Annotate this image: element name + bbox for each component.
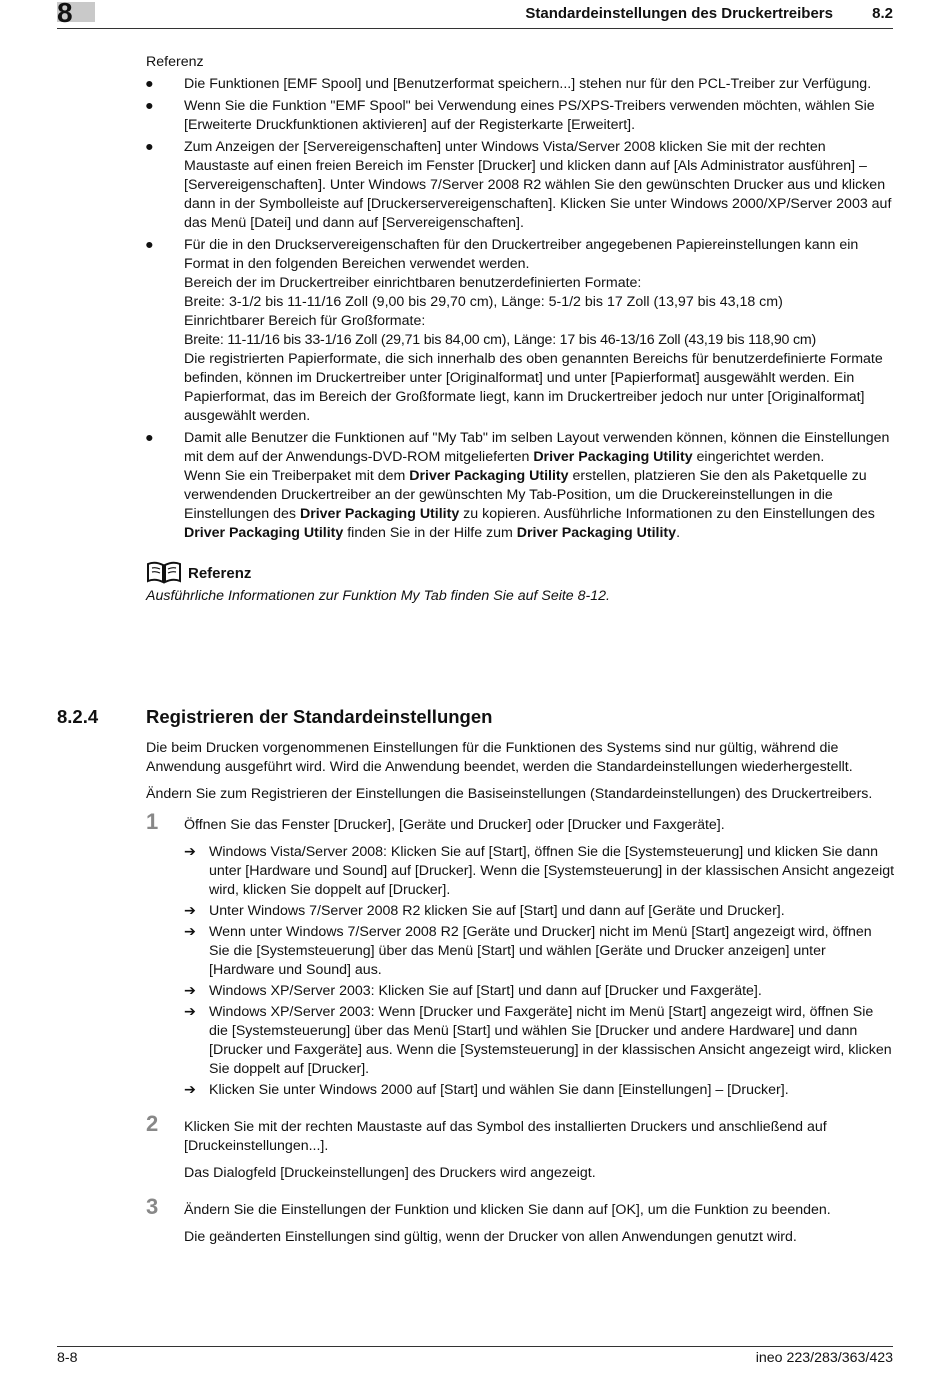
list-item: ● Zum Anzeigen der [Servereigenschaften] unter Windows Vista/Server 2008 klicken Sie mit der rechten Maustaste auf einen freien Bereich im Fenster [Drucker] und klicken dann auf [Als Administrator ausführen] – [Servereigenschaften]. Unter Windows 7/Server 2008 R2 wählen Sie den gewünschten Drucker aus und klicken dann in der Symbolleiste auf [Druckerservereigenschaften]. Klicken Sie unter Windows 2000/XP/Server 2003 auf das Menü [Datei] und dann auf [Servereigenschaften]. bbox=[145, 139, 892, 231]
arrow-icon: ➔ bbox=[184, 924, 196, 940]
arrow-icon: ➔ bbox=[184, 844, 196, 860]
arrow-icon: ➔ bbox=[184, 903, 196, 919]
reference-box bbox=[146, 561, 895, 606]
bullet-icon: ● bbox=[145, 430, 154, 446]
bullet-icon: ● bbox=[145, 98, 154, 114]
step-1 bbox=[146, 809, 895, 1100]
section-number: 8.2.4 bbox=[57, 706, 99, 727]
header-section: 8.2 bbox=[872, 5, 893, 22]
bullet-icon: ● bbox=[145, 76, 154, 92]
step-text: Ändern Sie die Einstellungen der Funktion und klicken Sie dann auf [OK], um die Funktion zu beenden. bbox=[184, 1202, 831, 1218]
list-item: ➔ Windows Vista/Server 2008: Klicken Sie auf [Start], öffnen Sie die [Systemsteuerung] und klicken Sie dann unter [Hardware und Sound] auf [Drucker]. Wenn die [Systemsteuerung] in der klassischen Ansicht angezeigt wird, klicken Sie doppelt auf [Drucker]. bbox=[184, 844, 895, 898]
list-item: ➔ Klicken Sie unter Windows 2000 auf [Start] und wählen Sie dann [Einstellungen] – [Drucker]. bbox=[184, 1082, 789, 1098]
header-title: Standardeinstellungen des Druckertreibers bbox=[525, 5, 833, 22]
step-number: 2 bbox=[146, 1111, 159, 1136]
intro-paragraph: Die beim Drucken vorgenommenen Einstellungen für die Funktionen des Systems sind nur gültig, während die Anwendung ausgeführt wird. Wird die Anwendung beendet, werden die Standardeinstellungen wiederhergestellt. bbox=[146, 740, 853, 775]
book-icon bbox=[146, 561, 182, 585]
header-divider bbox=[57, 28, 893, 29]
step-2 bbox=[146, 1111, 895, 1183]
reference-bullet-list bbox=[146, 75, 895, 543]
reference-label: Referenz bbox=[146, 54, 204, 70]
step-text: Öffnen Sie das Fenster [Drucker], [Geräte und Drucker] oder [Drucker und Faxgeräte]. bbox=[184, 817, 725, 833]
footer-divider bbox=[57, 1346, 893, 1347]
step-substeps bbox=[184, 843, 895, 1100]
list-item: ● Damit alle Benutzer die Funktionen auf "My Tab" im selben Layout verwenden können, können die Einstellungen mit dem auf der Anwendungs-DVD-ROM mitgelieferten Driver Packaging Utility eingerichtet werden. Wenn Sie ein Treiberpaket mit dem Driver Packaging Utility erstellen, platzieren Sie den als Paketquelle zu verwendenden Druckertreiber an der gewünschten My Tab-Position, um die Druckereinstellungen in die Einstellungen des Driver Packaging Utility zu kopieren. Ausführliche Informationen zu den Einstellungen des Driver Packaging Utility finden Sie in der Hilfe zum Driver Packaging Utility. bbox=[145, 430, 890, 541]
list-item: ➔ Windows XP/Server 2003: Wenn [Drucker und Faxgeräte] nicht im Menü [Start] angezeigt wird, öffnen Sie die [Systemsteuerung] über das Menü [Start] und wählen Sie [Drucker und andere Hardware] und dann [Drucker und Faxgeräte] aus. Wenn die [Systemsteuerung] in der klassischen Ansicht angezeigt wird, klicken Sie doppelt auf [Drucker]. bbox=[184, 1004, 892, 1077]
reference-title: Referenz bbox=[188, 564, 252, 582]
list-item: ● Für die in den Druckservereigenschaften für den Druckertreiber angegebenen Papiereinstellungen kann ein Format in den folgenden Bereichen verwendet werden. Bereich der im Druckertreiber einrichtbaren benutzerdefinierten Formate: Breite: 3-1/2 bis 11-11/16 Zoll (9,00 bis 29,70 cm), Länge: 5-1/2 bis 17 Zoll (13,97 bis 43,18 cm) Einrichtbarer Bereich für Großformate: Breite: 11-11/16 bis 33-1/16 Zoll (29,71 bis 84,00 cm), Länge: 17 bis 46-13/16 Zoll (43,19 bis 118,90 cm) Die registrierten Papierformate, die sich innerhalb des oben genannten Bereichs für benutzerdefinierte Formate befinden, können im Druckertreiber unter [Originalformat] und unter [Papierformat] ausgewählt werden. Ein Papierformat, das im Bereich der Großformate liegt, kann im Druckertreiber jedoch nur unter [Originalformat] ausgewählt werden. bbox=[145, 237, 883, 424]
page-number: 8-8 bbox=[57, 1350, 78, 1366]
model-name: ineo 223/283/363/423 bbox=[755, 1350, 893, 1366]
step-result: Die geänderten Einstellungen sind gültig, wenn der Drucker von allen Anwendungen genutzt wird. bbox=[184, 1229, 797, 1245]
step-number: 3 bbox=[146, 1194, 159, 1219]
bullet-icon: ● bbox=[145, 237, 154, 253]
step-number: 1 bbox=[146, 809, 159, 834]
intro-paragraph: Ändern Sie zum Registrieren der Einstellungen die Basiseinstellungen (Standardeinstellungen) des Druckertreibers. bbox=[146, 786, 873, 802]
arrow-icon: ➔ bbox=[184, 1082, 196, 1098]
list-item: ● Die Funktionen [EMF Spool] und [Benutzerformat speichern...] stehen nur für den PCL-Treiber zur Verfügung. bbox=[145, 76, 872, 92]
reference-text: Ausführliche Informationen zur Funktion My Tab finden Sie auf Seite 8-12. bbox=[146, 588, 610, 604]
list-item: ● Wenn Sie die Funktion "EMF Spool" bei Verwendung eines PS/XPS-Treibers verwenden möchten, wählen Sie [Erweiterte Druckfunktionen aktivieren] auf der Registerkarte [Erweitert]. bbox=[145, 98, 875, 133]
list-item: ➔ Wenn unter Windows 7/Server 2008 R2 [Geräte und Drucker] nicht im Menü [Start] angezeigt wird, öffnen Sie die [Systemsteuerung] über das Menü [Start] und wählen [Geräte und Drucker anzeigen] unter [Hardware und Sound] aus. bbox=[184, 924, 872, 978]
step-result: Das Dialogfeld [Druckeinstellungen] des Druckers wird angezeigt. bbox=[184, 1165, 596, 1181]
step-3 bbox=[146, 1194, 895, 1247]
section-title: Registrieren der Standardeinstellungen bbox=[146, 706, 493, 727]
list-item: ➔ Unter Windows 7/Server 2008 R2 klicken Sie auf [Start] und dann auf [Geräte und Drucker]. bbox=[184, 903, 785, 919]
reference-notes bbox=[146, 53, 895, 606]
chapter-number: 8 bbox=[57, 0, 73, 28]
section-body bbox=[146, 739, 895, 1255]
bullet-icon: ● bbox=[145, 139, 154, 155]
page-header bbox=[0, 0, 950, 30]
step-text: Klicken Sie mit der rechten Maustaste auf das Symbol des installierten Druckers und anschließend auf [Druckeinstellungen...]. bbox=[184, 1119, 827, 1154]
arrow-icon: ➔ bbox=[184, 1004, 196, 1020]
arrow-icon: ➔ bbox=[184, 983, 196, 999]
list-item: ➔ Windows XP/Server 2003: Klicken Sie auf [Start] und dann auf [Drucker und Faxgeräte]. bbox=[184, 983, 762, 999]
